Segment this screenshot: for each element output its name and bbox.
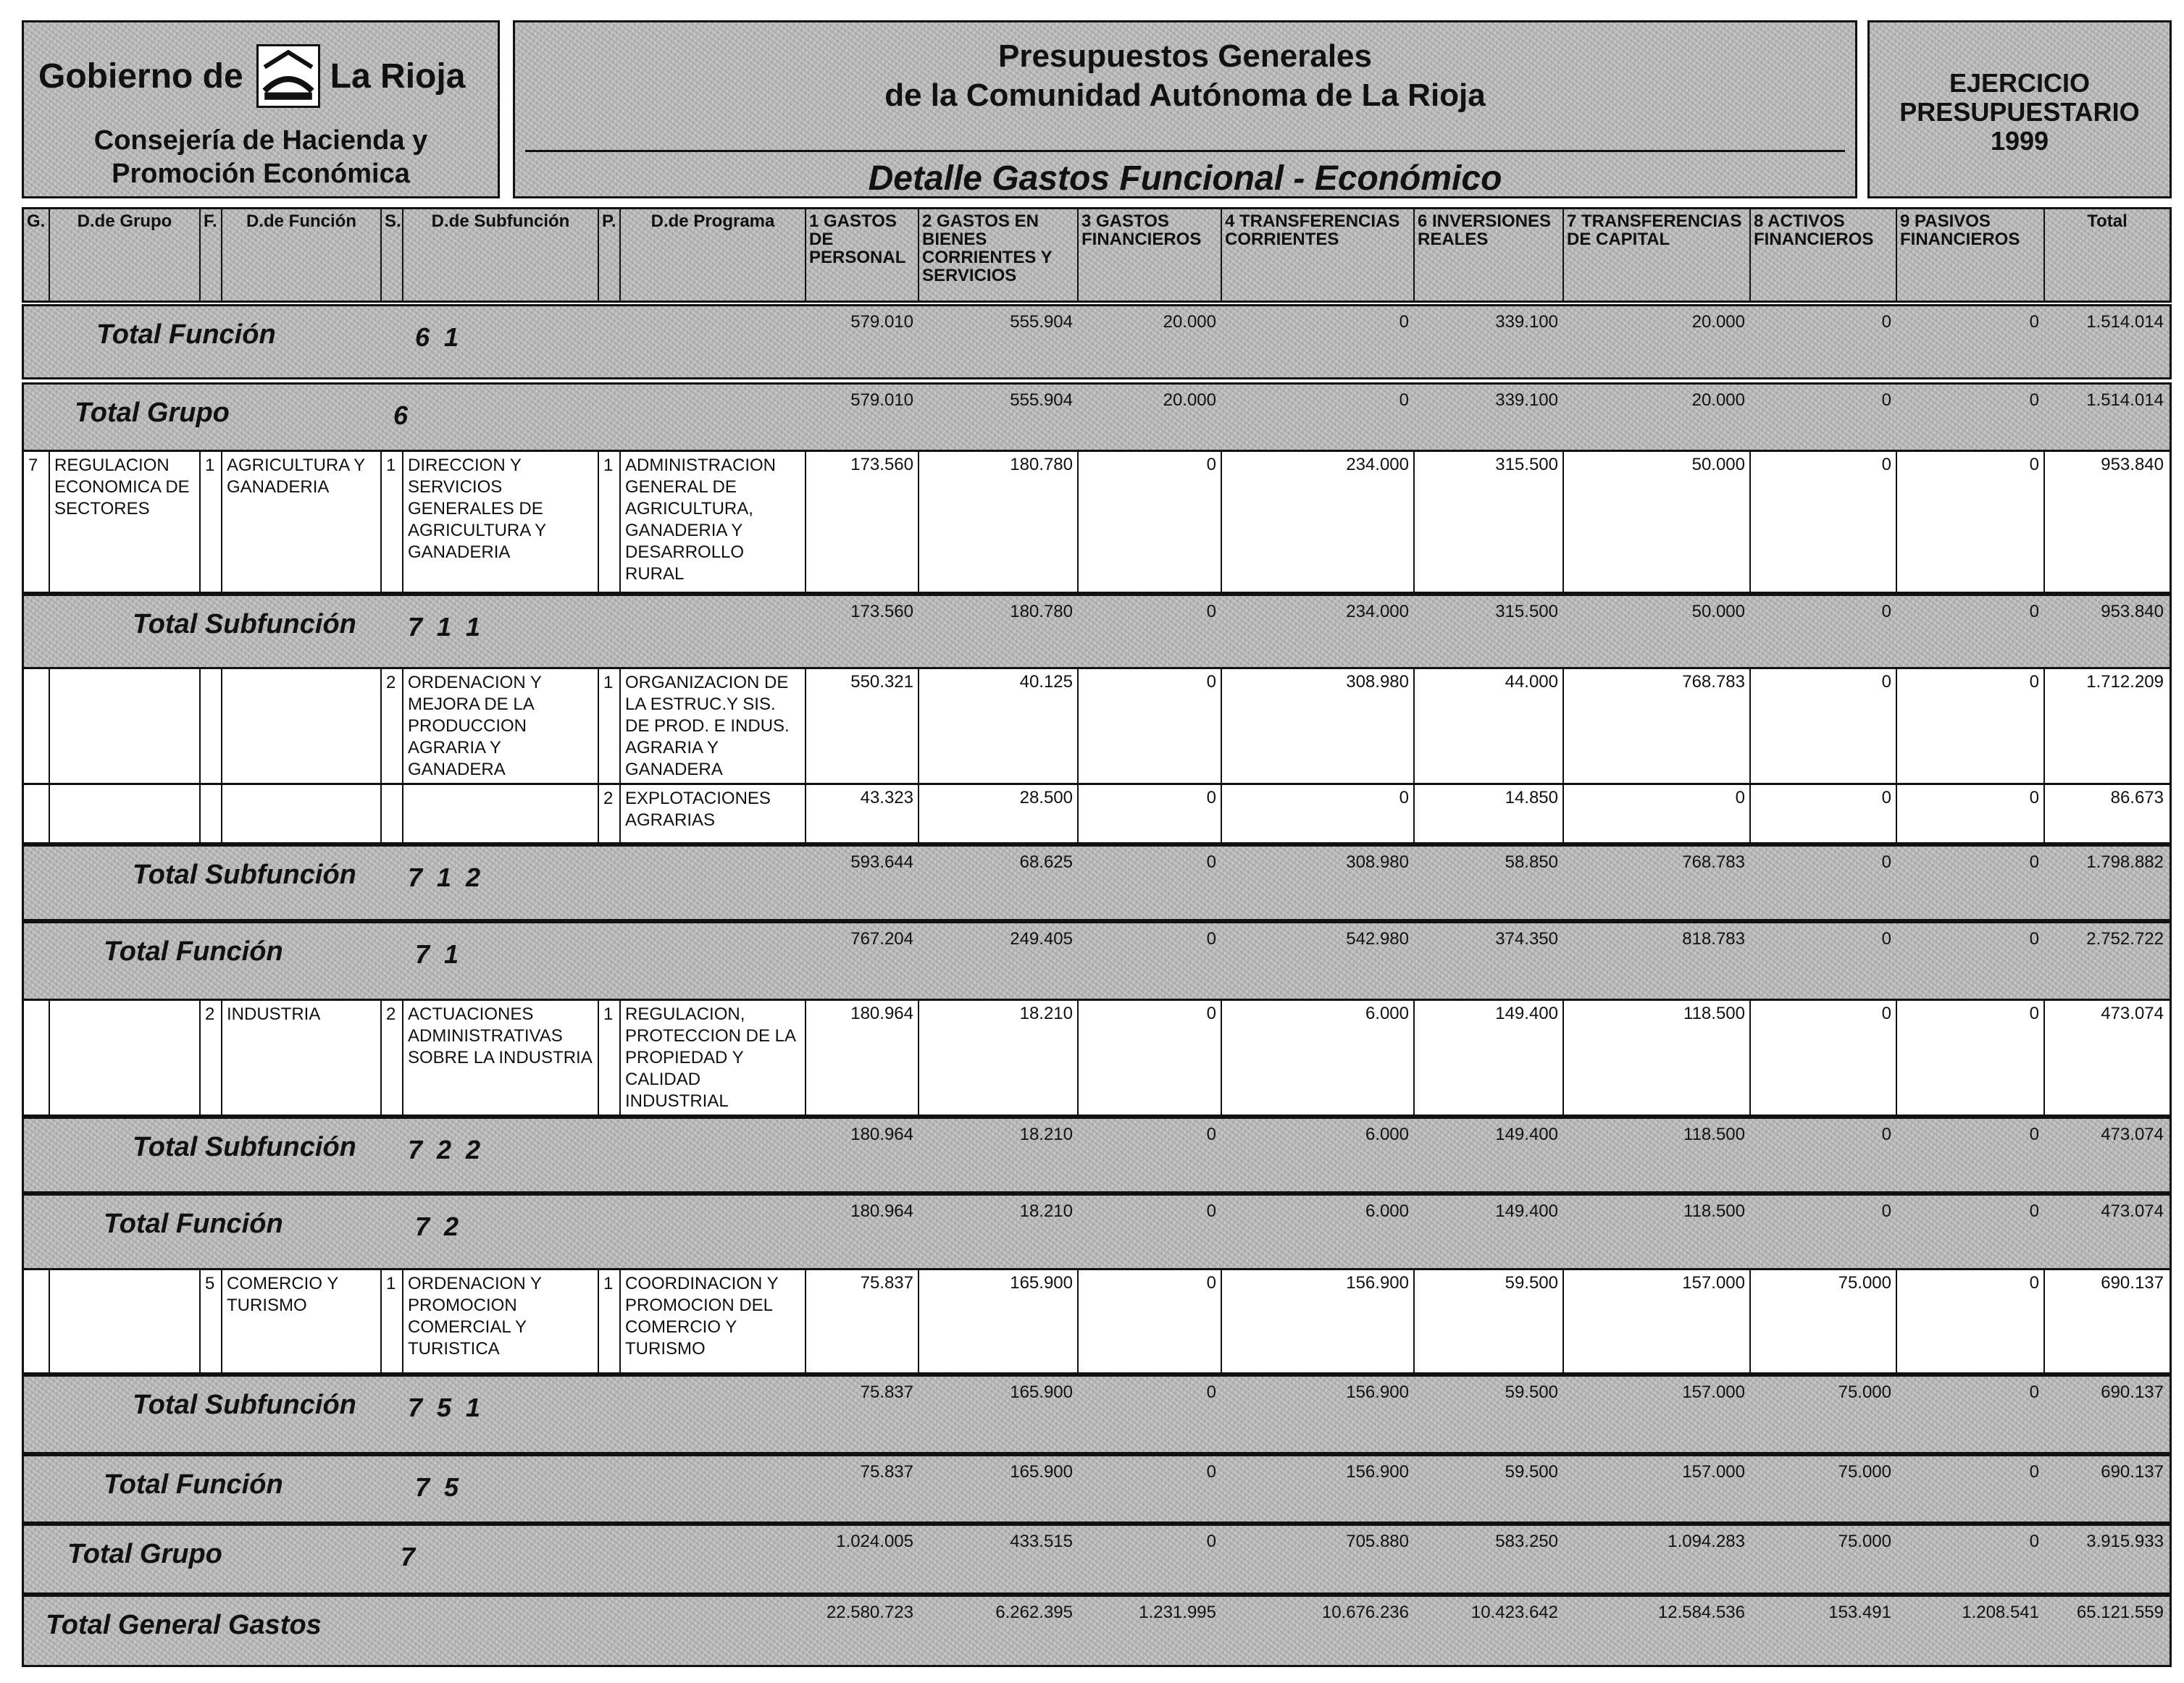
- detail-s: 1: [382, 1270, 403, 1372]
- consejeria-line-1: Consejería de Hacienda y: [93, 125, 428, 156]
- detail-programa: COORDINACION Y PROMOCION DEL COMERCIO Y TURISMO: [621, 1270, 806, 1372]
- total-value-total: 473.074: [2101, 1125, 2164, 1144]
- col-total: Total: [2087, 211, 2127, 231]
- total-value-total: 1.514.014: [2086, 390, 2164, 410]
- total-value-financieros: 0: [1206, 1201, 1216, 1221]
- total-value-activos: 0: [1881, 852, 1891, 872]
- total-row-tg6: [22, 382, 2172, 452]
- total-code: 7 1 1: [408, 612, 481, 642]
- total-code: 7 1 2: [408, 863, 481, 892]
- col-gastos-personal: 1 GASTOS DE PERSONAL: [806, 209, 919, 301]
- col-g: G.: [24, 209, 50, 301]
- consejeria: [24, 124, 498, 190]
- detail-programa: EXPLOTACIONES AGRARIAS: [621, 785, 806, 842]
- ejercicio-line-2: PRESUPUESTARIO: [1899, 97, 2140, 127]
- total-value-activos: 153.491: [1828, 1603, 1891, 1622]
- total-value-transf-corr: 156.900: [1346, 1382, 1409, 1402]
- detail-value-transf-corr: 308.980: [1346, 672, 1409, 692]
- total-value-bienes: 555.904: [1010, 390, 1073, 410]
- total-value-bienes: 180.780: [1010, 602, 1073, 621]
- total-value-total: 690.137: [2101, 1462, 2164, 1482]
- total-value-personal: 173.560: [850, 602, 913, 621]
- total-value-inversiones: 58.850: [1505, 852, 1558, 872]
- total-value-financieros: 1.231.995: [1139, 1603, 1216, 1622]
- total-label: Total Grupo: [67, 1539, 222, 1569]
- detail-programa: REGULACION, PROTECCION DE LA PROPIEDAD Y CALIDAD INDUSTRIAL: [621, 1001, 806, 1115]
- total-code: 6: [393, 400, 409, 430]
- detail-value-personal: 180.964: [850, 1004, 913, 1023]
- total-value-activos: 0: [1881, 1125, 1891, 1144]
- la-rioja-logo-icon: [256, 44, 320, 108]
- total-value-personal: 75.837: [860, 1382, 913, 1402]
- total-value-transf-cap: 1.094.283: [1668, 1532, 1745, 1551]
- total-value-inversiones: 10.423.642: [1470, 1603, 1558, 1622]
- detail-programa: ADMINISTRACION GENERAL DE AGRICULTURA, GANADERIA Y DESARROLLO RURAL: [621, 452, 806, 592]
- detail-value-transf-cap: 768.783: [1682, 672, 1745, 692]
- total-value-activos: 75.000: [1838, 1462, 1891, 1482]
- total-value-pasivos: 0: [2029, 602, 2039, 621]
- total-value-pasivos: 0: [2029, 852, 2039, 872]
- total-value-personal: 180.964: [850, 1125, 913, 1144]
- detail-s: 2: [382, 1001, 403, 1115]
- detail-grupo: [50, 1270, 201, 1372]
- total-value-financieros: 20.000: [1163, 390, 1216, 410]
- detail-s: 2: [382, 669, 403, 783]
- total-row-tf72: [22, 1193, 2172, 1270]
- detail-value-inversiones: 59.500: [1505, 1273, 1558, 1293]
- detail-value-bienes: 18.210: [1019, 1004, 1073, 1023]
- total-value-transf-cap: 157.000: [1682, 1382, 1745, 1402]
- detail-funcion: COMERCIO Y TURISMO: [222, 1270, 382, 1372]
- total-value-total: 2.752.722: [2086, 929, 2164, 949]
- detail-value-financieros: 0: [1206, 672, 1216, 692]
- detail-value-transf-cap: 157.000: [1682, 1273, 1745, 1293]
- gobierno-text: Gobierno de: [38, 56, 243, 96]
- detail-p: 1: [599, 1001, 621, 1115]
- total-value-pasivos: 0: [2029, 1462, 2039, 1482]
- total-value-activos: 0: [1881, 929, 1891, 949]
- header-ejercicio-box: [1867, 20, 2172, 198]
- detail-row-d2: [22, 669, 2172, 785]
- total-value-bienes: 18.210: [1019, 1201, 1073, 1221]
- ejercicio-label: [1870, 69, 2170, 156]
- col-activos-financieros: 8 ACTIVOS FINANCIEROS: [1751, 209, 1897, 301]
- total-value-bienes: 165.900: [1010, 1382, 1073, 1402]
- total-value-total: 3.915.933: [2086, 1532, 2164, 1551]
- detail-value-financieros: 0: [1206, 1004, 1216, 1023]
- detail-funcion: INDUSTRIA: [222, 1001, 382, 1115]
- total-value-transf-corr: 10.676.236: [1321, 1603, 1409, 1622]
- detail-value-pasivos: 0: [2029, 672, 2039, 692]
- detail-value-inversiones: 44.000: [1505, 672, 1558, 692]
- total-row-tf71: [22, 921, 2172, 1001]
- detail-row-d5: [22, 1270, 2172, 1374]
- total-value-bienes: 68.625: [1019, 852, 1073, 872]
- detail-g: [24, 669, 50, 783]
- total-value-financieros: 0: [1206, 929, 1216, 949]
- detail-subfuncion: ORDENACION Y MEJORA DE LA PRODUCCION AGRARIA Y GANADERA: [403, 669, 599, 783]
- total-value-transf-cap: 12.584.536: [1657, 1603, 1745, 1622]
- total-code: 7 1: [415, 939, 459, 969]
- total-value-inversiones: 149.400: [1495, 1201, 1558, 1221]
- detail-value-transf-cap: 50.000: [1691, 455, 1745, 474]
- total-value-transf-corr: 542.980: [1346, 929, 1409, 949]
- total-value-total: 65.121.559: [2076, 1603, 2164, 1622]
- total-value-total: 1.514.014: [2086, 312, 2164, 332]
- detail-subfuncion: DIRECCION Y SERVICIOS GENERALES DE AGRICULTURA Y GANADERIA: [403, 452, 599, 592]
- detail-value-financieros: 0: [1206, 1273, 1216, 1293]
- total-value-transf-cap: 118.500: [1683, 1201, 1745, 1221]
- detail-value-pasivos: 0: [2029, 1004, 2039, 1023]
- col-d-programa: D.de Programa: [621, 209, 806, 301]
- detail-funcion: [222, 669, 382, 783]
- total-value-financieros: 20.000: [1163, 312, 1216, 332]
- total-value-bienes: 433.515: [1010, 1532, 1073, 1551]
- detail-grupo: [50, 785, 201, 842]
- detail-value-transf-corr: 0: [1399, 788, 1409, 807]
- detail-value-personal: 43.323: [860, 788, 913, 807]
- detail-value-personal: 75.837: [860, 1273, 913, 1293]
- detail-g: 7: [24, 452, 50, 592]
- detail-value-activos: 0: [1881, 788, 1891, 807]
- col-d-subfuncion: D.de Subfunción: [403, 209, 599, 301]
- detail-g: [24, 1270, 50, 1372]
- total-value-inversiones: 59.500: [1505, 1382, 1558, 1402]
- total-value-transf-corr: 0: [1399, 390, 1409, 410]
- total-label: Total Subfunción: [133, 860, 356, 890]
- detail-f: 5: [201, 1270, 222, 1372]
- col-p: P.: [599, 209, 621, 301]
- total-row-tf75: [22, 1454, 2172, 1524]
- detail-row-d1: [22, 452, 2172, 594]
- total-value-transf-cap: 768.783: [1682, 852, 1745, 872]
- detail-p: 1: [599, 452, 621, 592]
- detail-grupo: [50, 1001, 201, 1115]
- detail-value-inversiones: 14.850: [1505, 788, 1558, 807]
- total-value-inversiones: 374.350: [1495, 929, 1558, 949]
- header-left-box: [22, 20, 500, 198]
- total-value-personal: 1.024.005: [836, 1532, 913, 1551]
- total-value-personal: 593.644: [850, 852, 913, 872]
- total-value-pasivos: 0: [2029, 312, 2039, 332]
- detail-f: 1: [201, 452, 222, 592]
- detail-funcion: [222, 785, 382, 842]
- total-value-activos: 0: [1881, 390, 1891, 410]
- detail-value-pasivos: 0: [2029, 455, 2039, 474]
- total-value-financieros: 0: [1206, 852, 1216, 872]
- detail-value-total: 1.712.209: [2086, 672, 2164, 692]
- total-code: 7 2 2: [408, 1135, 481, 1164]
- detail-value-total: 473.074: [2101, 1004, 2164, 1023]
- total-value-bienes: 165.900: [1010, 1462, 1073, 1482]
- total-label: Total Subfunción: [133, 1132, 356, 1162]
- detail-value-total: 86.673: [2110, 788, 2164, 807]
- total-value-personal: 75.837: [860, 1462, 913, 1482]
- total-value-bienes: 6.262.395: [995, 1603, 1073, 1622]
- total-value-financieros: 0: [1206, 1382, 1216, 1402]
- detail-s: [382, 785, 403, 842]
- total-value-transf-corr: 6.000: [1365, 1201, 1409, 1221]
- detail-programa: ORGANIZACION DE LA ESTRUC.Y SIS. DE PROD. E INDUS. AGRARIA Y GANADERA: [621, 669, 806, 783]
- col-transferencias-corrientes: 4 TRANSFERENCIAS CORRIENTES: [1222, 209, 1415, 301]
- detail-row-d3: [22, 785, 2172, 844]
- total-value-transf-corr: 6.000: [1365, 1125, 1409, 1144]
- total-value-financieros: 0: [1206, 602, 1216, 621]
- total-value-transf-cap: 20.000: [1691, 390, 1745, 410]
- total-value-inversiones: 149.400: [1495, 1125, 1558, 1144]
- document-subtitle: Detalle Gastos Funcional - Económico: [868, 159, 1502, 198]
- total-value-transf-corr: 308.980: [1346, 852, 1409, 872]
- total-row-ts722: [22, 1117, 2172, 1193]
- detail-subfuncion: ORDENACION Y PROMOCION COMERCIAL Y TURISTICA: [403, 1270, 599, 1372]
- total-value-financieros: 0: [1206, 1532, 1216, 1551]
- header-title-box: [513, 20, 1857, 198]
- detail-g: [24, 785, 50, 842]
- total-row-ts711: [22, 594, 2172, 669]
- detail-value-activos: 75.000: [1838, 1273, 1891, 1293]
- column-header-row: [22, 207, 2172, 303]
- total-value-transf-corr: 156.900: [1346, 1462, 1409, 1482]
- col-f: F.: [201, 209, 222, 301]
- total-value-personal: 180.964: [850, 1201, 913, 1221]
- ejercicio-line-1: EJERCICIO: [1949, 68, 2091, 98]
- total-value-transf-cap: 20.000: [1691, 312, 1745, 332]
- total-value-inversiones: 583.250: [1495, 1532, 1558, 1551]
- total-label: Total Subfunción: [133, 1390, 356, 1420]
- total-value-pasivos: 0: [2029, 929, 2039, 949]
- total-value-transf-corr: 705.880: [1346, 1532, 1409, 1551]
- detail-value-transf-corr: 156.900: [1346, 1273, 1409, 1293]
- total-code: 7 5: [415, 1472, 459, 1502]
- total-value-transf-cap: 118.500: [1683, 1125, 1745, 1144]
- total-label: Total Subfunción: [133, 609, 356, 639]
- total-value-inversiones: 59.500: [1505, 1462, 1558, 1482]
- col-bienes-corrientes: 2 GASTOS EN BIENES CORRIENTES Y SERVICIOS: [919, 209, 1079, 301]
- total-value-activos: 75.000: [1838, 1532, 1891, 1551]
- detail-g: [24, 1001, 50, 1115]
- detail-s: 1: [382, 452, 403, 592]
- total-value-transf-corr: 234.000: [1346, 602, 1409, 621]
- detail-grupo: REGULACION ECONOMICA DE SECTORES: [50, 452, 201, 592]
- total-value-total: 953.840: [2101, 602, 2164, 621]
- total-value-pasivos: 1.208.541: [1962, 1603, 2039, 1622]
- total-value-pasivos: 0: [2029, 390, 2039, 410]
- total-value-pasivos: 0: [2029, 1125, 2039, 1144]
- title-line-1: Presupuestos Generales: [997, 38, 1372, 74]
- detail-value-total: 690.137: [2101, 1273, 2164, 1293]
- detail-p: 1: [599, 669, 621, 783]
- detail-value-activos: 0: [1881, 455, 1891, 474]
- detail-value-transf-cap: 0: [1735, 788, 1745, 807]
- total-code: 6 1: [415, 322, 459, 352]
- detail-value-activos: 0: [1881, 672, 1891, 692]
- detail-value-transf-cap: 118.500: [1683, 1004, 1745, 1023]
- total-value-transf-corr: 0: [1399, 312, 1409, 332]
- total-code: 7: [401, 1542, 416, 1571]
- total-value-personal: 579.010: [850, 312, 913, 332]
- total-row-tg7: [22, 1524, 2172, 1595]
- detail-f: [201, 785, 222, 842]
- col-gastos-financieros: 3 GASTOS FINANCIEROS: [1079, 209, 1222, 301]
- total-value-total: 473.074: [2101, 1201, 2164, 1221]
- total-value-transf-cap: 157.000: [1682, 1462, 1745, 1482]
- total-value-inversiones: 315.500: [1495, 602, 1558, 621]
- government-logo-row: [38, 44, 465, 108]
- detail-subfuncion: ACTUACIONES ADMINISTRATIVAS SOBRE LA INDUSTRIA: [403, 1001, 599, 1115]
- detail-value-pasivos: 0: [2029, 788, 2039, 807]
- detail-f: 2: [201, 1001, 222, 1115]
- total-value-bienes: 555.904: [1010, 312, 1073, 332]
- detail-value-inversiones: 315.500: [1495, 455, 1558, 474]
- detail-value-transf-corr: 234.000: [1346, 455, 1409, 474]
- total-label: Total Función: [104, 936, 283, 967]
- total-value-total: 1.798.882: [2086, 852, 2164, 872]
- detail-funcion: AGRICULTURA Y GANADERIA: [222, 452, 382, 592]
- total-value-personal: 22.580.723: [826, 1603, 913, 1622]
- detail-value-bienes: 28.500: [1019, 788, 1073, 807]
- total-row-tf61: [22, 304, 2172, 379]
- total-value-total: 690.137: [2101, 1382, 2164, 1402]
- total-row-tgg: [22, 1595, 2172, 1667]
- col-transferencias-capital: 7 TRANSFERENCIAS DE CAPITAL: [1564, 209, 1751, 301]
- total-row-ts712: [22, 844, 2172, 921]
- col-pasivos-financieros: 9 PASIVOS FINANCIEROS: [1897, 209, 2045, 301]
- detail-p: 2: [599, 785, 621, 842]
- total-value-financieros: 0: [1206, 1462, 1216, 1482]
- consejeria-line-2: Promoción Económica: [112, 159, 410, 189]
- detail-grupo: [50, 669, 201, 783]
- col-s: S.: [382, 209, 403, 301]
- total-code: 7 2: [415, 1212, 459, 1241]
- detail-value-total: 953.840: [2101, 455, 2164, 474]
- total-value-activos: 0: [1881, 312, 1891, 332]
- detail-subfuncion: [403, 785, 599, 842]
- detail-value-bienes: 40.125: [1019, 672, 1073, 692]
- title-line-2: de la Comunidad Autónoma de La Rioja: [884, 77, 1486, 113]
- total-label: Total General Gastos: [46, 1610, 322, 1640]
- total-value-pasivos: 0: [2029, 1382, 2039, 1402]
- total-value-pasivos: 0: [2029, 1532, 2039, 1551]
- total-value-personal: 767.204: [850, 929, 913, 949]
- rioja-text: La Rioja: [330, 56, 466, 96]
- total-label: Total Función: [104, 1209, 283, 1239]
- col-d-funcion: D.de Función: [222, 209, 382, 301]
- document-title: [515, 37, 1855, 115]
- total-value-personal: 579.010: [850, 390, 913, 410]
- detail-value-bienes: 180.780: [1010, 455, 1073, 474]
- total-value-activos: 75.000: [1838, 1382, 1891, 1402]
- title-divider: [525, 150, 1845, 152]
- detail-value-pasivos: 0: [2029, 1273, 2039, 1293]
- total-value-transf-cap: 50.000: [1691, 602, 1745, 621]
- total-value-inversiones: 339.100: [1495, 312, 1558, 332]
- detail-value-personal: 550.321: [850, 672, 913, 692]
- detail-value-activos: 0: [1881, 1004, 1891, 1023]
- total-label: Total Grupo: [75, 398, 230, 428]
- detail-f: [201, 669, 222, 783]
- total-value-bienes: 249.405: [1010, 929, 1073, 949]
- detail-value-financieros: 0: [1206, 455, 1216, 474]
- detail-value-transf-corr: 6.000: [1365, 1004, 1409, 1023]
- total-label: Total Función: [96, 319, 276, 350]
- detail-value-inversiones: 149.400: [1495, 1004, 1558, 1023]
- total-value-pasivos: 0: [2029, 1201, 2039, 1221]
- total-value-transf-cap: 818.783: [1682, 929, 1745, 949]
- total-label: Total Función: [104, 1469, 283, 1500]
- total-value-activos: 0: [1881, 602, 1891, 621]
- detail-row-d4: [22, 1001, 2172, 1117]
- detail-value-bienes: 165.900: [1010, 1273, 1073, 1293]
- total-code: 7 5 1: [408, 1393, 481, 1422]
- total-value-inversiones: 339.100: [1495, 390, 1558, 410]
- detail-value-financieros: 0: [1206, 788, 1216, 807]
- total-value-bienes: 18.210: [1019, 1125, 1073, 1144]
- col-inversiones-reales: 6 INVERSIONES REALES: [1415, 209, 1564, 301]
- ejercicio-year: 1999: [1990, 126, 2049, 156]
- total-value-activos: 0: [1881, 1201, 1891, 1221]
- detail-p: 1: [599, 1270, 621, 1372]
- detail-value-personal: 173.560: [850, 455, 913, 474]
- total-value-financieros: 0: [1206, 1125, 1216, 1144]
- col-d-grupo: D.de Grupo: [50, 209, 201, 301]
- total-row-ts751: [22, 1374, 2172, 1454]
